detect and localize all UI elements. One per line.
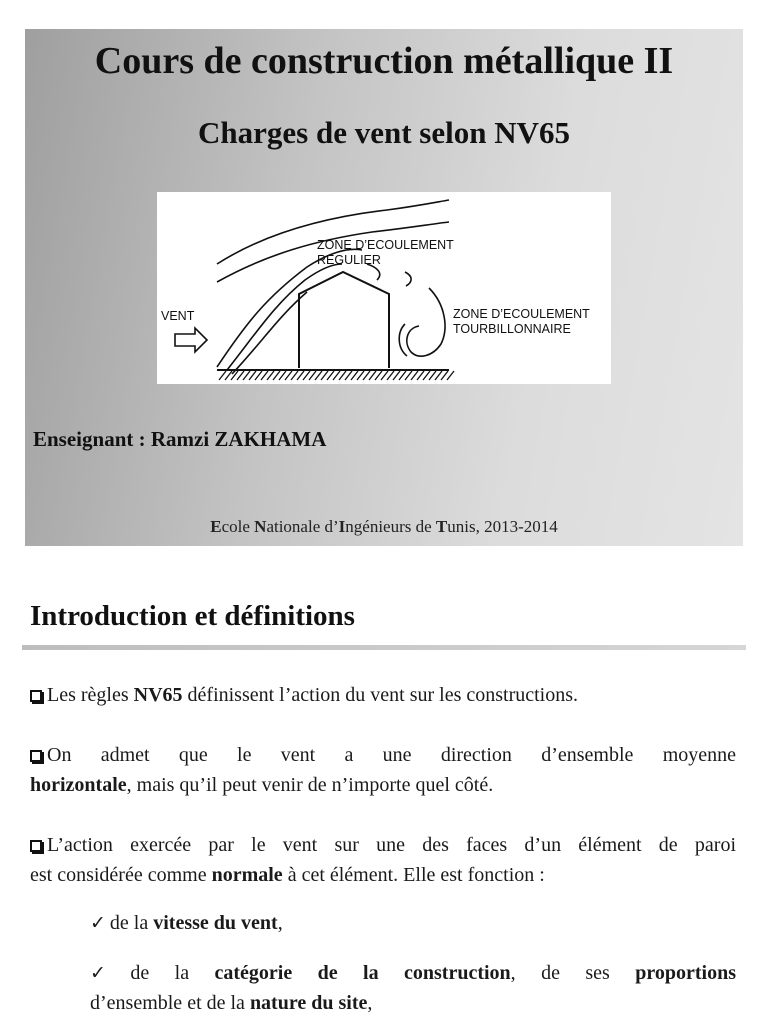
section-heading: Introduction et définitions (30, 600, 355, 632)
checkbox-bullet-icon (30, 750, 42, 762)
b2-line-2 (90, 988, 736, 1018)
ground-hatch-line (405, 371, 412, 380)
p3-text-d: à cet élément. Elle est fonction : (282, 864, 545, 886)
wind-flow-figure (157, 192, 611, 384)
building (299, 272, 389, 368)
paragraph-2 (30, 740, 736, 800)
checkbox-bullet-icon (30, 840, 42, 852)
ground-hatch-line (303, 371, 310, 380)
school-initial-n: N (254, 517, 267, 536)
ground-hatch-line (417, 371, 424, 380)
ground-hatch-line (345, 371, 352, 380)
label-zone-regular-1: ZONE D’ECOULEMENT (317, 238, 454, 252)
course-title: Cours de construction métallique II (94, 40, 674, 82)
ground-hatch-line (333, 371, 340, 380)
p3-text-b: est considérée comme (30, 864, 212, 886)
ground-hatch-line (423, 371, 430, 380)
ground-hatch-line (363, 371, 370, 380)
ground-hatch-line (243, 371, 250, 380)
paragraph-3 (30, 830, 736, 890)
bullet-2 (90, 958, 736, 1018)
title-slide (25, 29, 743, 546)
wind-arrow-icon (175, 328, 207, 352)
label-vent: VENT (161, 309, 195, 323)
ground-hatch-line (375, 371, 382, 380)
label-zone-regular-2: REGULIER (317, 253, 381, 267)
ground-hatch-line (441, 371, 448, 380)
ground-hatch-line (327, 371, 334, 380)
ground-hatch-line (429, 371, 436, 380)
streamlines (217, 200, 449, 374)
ground-hatch-line (351, 371, 358, 380)
ground (217, 370, 454, 380)
checkbox-bullet-icon (30, 690, 42, 702)
ground-hatch-line (357, 371, 364, 380)
p2-line-2 (30, 770, 736, 800)
ground-hatch-line (387, 371, 394, 380)
ground-hatch-line (369, 371, 376, 380)
teacher-name: Enseignant : Ramzi ZAKHAMA (33, 427, 327, 451)
ground-hatch-line (309, 371, 316, 380)
p2-text-c: , mais qu’il peut venir de n’importe quel côté. (126, 774, 494, 796)
ground-hatch-line (339, 371, 346, 380)
bullet-1 (90, 908, 736, 938)
section-divider (22, 645, 746, 650)
b1-text-a: de la (109, 912, 154, 934)
ground-hatch-line (381, 371, 388, 380)
b1-text-c: , (277, 912, 283, 934)
b2-bold-2: proportions (635, 962, 736, 984)
b2-bold-3: nature du site (249, 992, 368, 1014)
p1-bold: NV65 (133, 684, 183, 706)
ground-hatch-line (435, 371, 442, 380)
ground-hatch-line (267, 371, 274, 380)
p2-line-1 (30, 740, 736, 770)
p3-bold: normale (211, 864, 283, 886)
label-zone-turbulent-2: TOURBILLONNAIRE (453, 322, 571, 336)
school-part-cole: cole (221, 517, 255, 536)
school-initial-i: I (338, 517, 346, 536)
ground-hatch-line (225, 371, 232, 380)
b2-text-g: , (367, 992, 373, 1014)
ground-hatch-line (273, 371, 280, 380)
ground-hatch-line (219, 371, 226, 380)
b2-line-1 (90, 958, 736, 988)
b2-text-c: , de ses (510, 962, 636, 984)
p2-bold: horizontale (30, 774, 127, 796)
b2-bold-1: catégorie de la construction (214, 962, 511, 984)
ground-hatch-line (447, 371, 454, 380)
p3-line-2 (30, 860, 736, 890)
school-initial-e: E (210, 517, 222, 536)
p3-text-a: L’action exercée par le vent sur une des faces d’un élément de paroi (47, 834, 736, 856)
ground-hatch-line (279, 371, 286, 380)
school-line (25, 517, 743, 537)
school-part-ationale: ationale d’ (266, 517, 339, 536)
checkmark-icon: ✓ (90, 912, 106, 934)
wind-flow-diagram (157, 192, 611, 384)
school-initial-t: T (435, 517, 448, 536)
course-subtitle: Charges de vent selon NV65 (198, 115, 570, 150)
ground-hatch-line (261, 371, 268, 380)
p2-text-a: On admet que le vent a une direction d’ensemble moyenne (47, 744, 736, 766)
ground-hatch-line (297, 371, 304, 380)
ground-hatch-line (291, 371, 298, 380)
b2-text-a: de la (130, 962, 215, 984)
checkmark-icon: ✓ (90, 962, 127, 984)
ground-hatch-line (255, 371, 262, 380)
p3-line-1 (30, 830, 736, 860)
p1-text-c: définissent l’action du vent sur les constructions. (182, 684, 579, 706)
ground-hatch-line (237, 371, 244, 380)
p1-text-a: Les règles (47, 684, 134, 706)
paragraph-1 (30, 680, 736, 710)
b2-text-e: d’ensemble et de la (90, 992, 250, 1014)
ground-hatch-line (249, 371, 256, 380)
ground-hatch-line (321, 371, 328, 380)
school-part-ngenieurs: ngénieurs de (345, 517, 436, 536)
school-part-unis: unis, 2013-2014 (447, 517, 558, 536)
ground-hatch-line (393, 371, 400, 380)
b1-bold: vitesse du vent (153, 912, 278, 934)
ground-hatch-line (315, 371, 322, 380)
ground-hatch-line (411, 371, 418, 380)
ground-hatch-line (285, 371, 292, 380)
label-zone-turbulent-1: ZONE D’ECOULEMENT (453, 307, 590, 321)
ground-hatch-line (399, 371, 406, 380)
